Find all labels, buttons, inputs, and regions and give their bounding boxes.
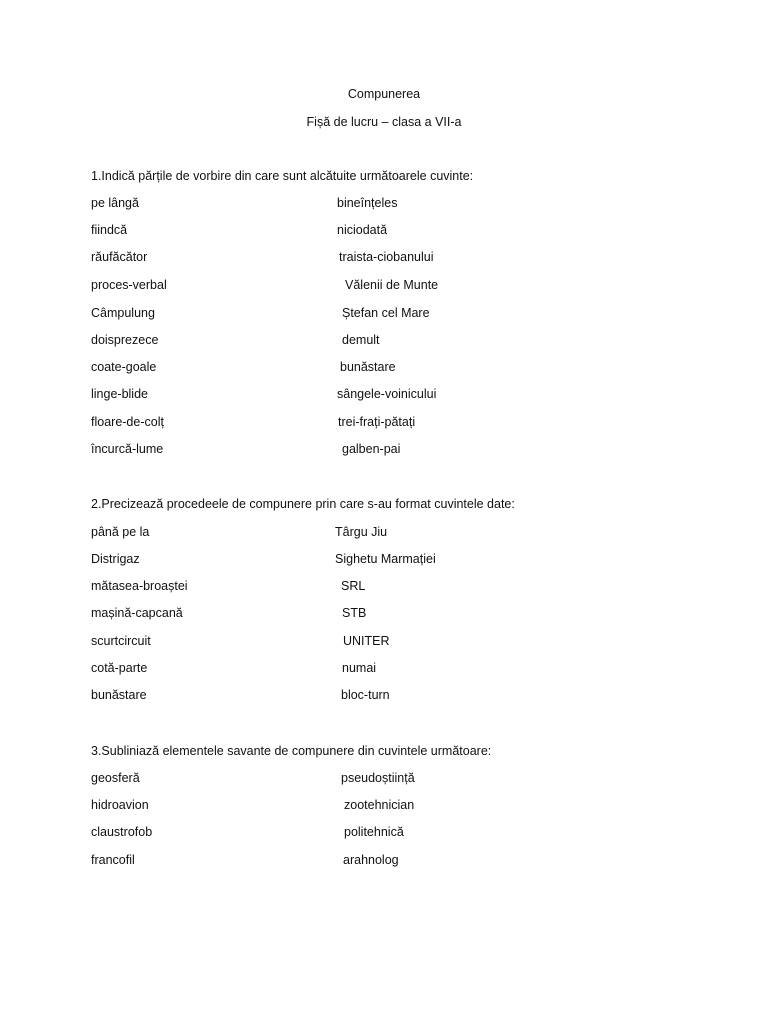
word-left: linge-blide: [91, 387, 148, 401]
word-left: scurtcircuit: [91, 634, 151, 648]
list-item: [91, 525, 731, 543]
word-left: Câmpulung: [91, 306, 155, 320]
word-right: trei-frați-pătați: [338, 415, 416, 429]
section-3-question: 3.Subliniază elementele savante de compunere din cuvintele următoare:: [91, 744, 492, 758]
list-item: [91, 333, 731, 351]
list-item: [91, 798, 731, 816]
word-right: arahnolog: [343, 853, 399, 867]
word-right: traista-ciobanului: [339, 250, 434, 264]
word-left: doisprezece: [91, 333, 159, 347]
word-left: pe lângă: [91, 196, 139, 210]
word-left: încurcă-lume: [91, 442, 164, 456]
word-right: demult: [342, 333, 380, 347]
word-left: proces-verbal: [91, 278, 167, 292]
list-item: [91, 278, 731, 296]
word-right: Târgu Jiu: [335, 525, 388, 539]
word-right: SRL: [341, 579, 366, 593]
word-right: numai: [342, 661, 377, 675]
word-left: claustrofob: [91, 825, 153, 839]
word-left: floare-de-colț: [91, 415, 164, 429]
word-right: galben-pai: [342, 442, 401, 456]
word-left: fiindcă: [91, 223, 128, 237]
word-right: pseudoștiință: [341, 771, 415, 785]
word-left: Distrigaz: [91, 552, 140, 566]
list-item: [91, 606, 731, 624]
word-left: mătasea-broaștei: [91, 579, 188, 593]
section-2-question: 2.Precizează procedeele de compunere prin care s-au format cuvintele date:: [91, 497, 515, 511]
list-item: [91, 853, 731, 871]
word-left: cotă-parte: [91, 661, 148, 675]
word-right: Sighetu Marmației: [335, 552, 436, 566]
list-item: [91, 415, 731, 433]
list-item: [91, 387, 731, 405]
list-item: [91, 442, 731, 460]
word-left: până pe la: [91, 525, 150, 539]
word-left: coate-goale: [91, 360, 157, 374]
word-right: sângele-voinicului: [337, 387, 437, 401]
word-right: niciodată: [337, 223, 388, 237]
word-right: zootehnician: [344, 798, 415, 812]
list-item: [91, 688, 731, 706]
word-left: răufăcător: [91, 250, 148, 264]
list-item: [91, 250, 731, 268]
word-right: bunăstare: [340, 360, 396, 374]
word-right: Vălenii de Munte: [345, 278, 439, 292]
word-left: bunăstare: [91, 688, 147, 702]
word-left: hidroavion: [91, 798, 149, 812]
word-right: politehnică: [344, 825, 404, 839]
document-subtitle: Fișă de lucru – clasa a VII-a: [306, 115, 462, 129]
word-right: bineînțeles: [337, 196, 398, 210]
list-item: [91, 661, 731, 679]
document-title: Compunerea: [347, 87, 421, 101]
list-item: [91, 306, 731, 324]
word-right: bloc-turn: [341, 688, 390, 702]
word-left: francofil: [91, 853, 135, 867]
word-right: UNITER: [343, 634, 390, 648]
list-item: [91, 552, 731, 570]
list-item: [91, 196, 731, 214]
list-item: [91, 360, 731, 378]
word-left: geosferă: [91, 771, 140, 785]
list-item: [91, 223, 731, 241]
word-right: STB: [342, 606, 367, 620]
list-item: [91, 579, 731, 597]
word-right: Ștefan cel Mare: [342, 306, 430, 320]
word-left: mașină-capcană: [91, 606, 183, 620]
list-item: [91, 825, 731, 843]
section-1-question: 1.Indică părțile de vorbire din care sunt alcătuite următoarele cuvinte:: [91, 169, 474, 183]
list-item: [91, 771, 731, 789]
list-item: [91, 634, 731, 652]
